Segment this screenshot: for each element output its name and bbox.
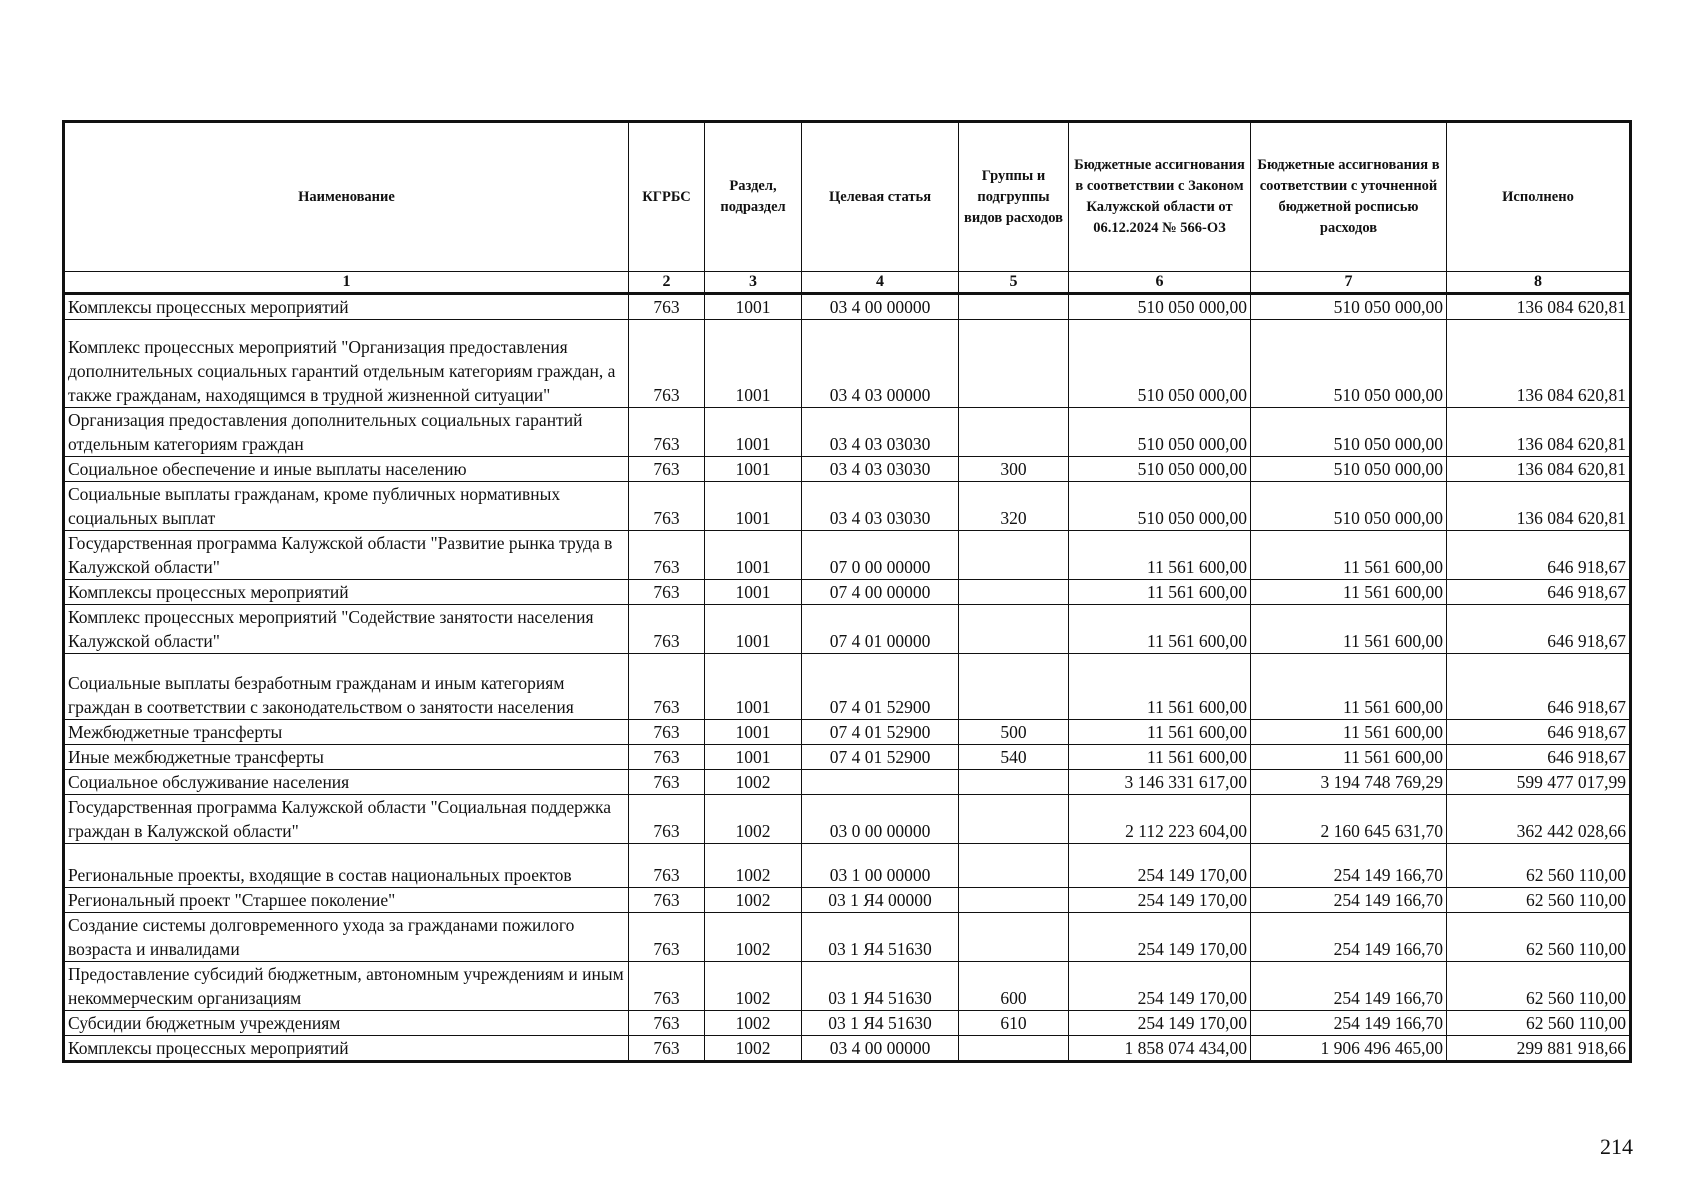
- row-law-allocation: 254 149 170,00: [1069, 888, 1251, 913]
- row-kgrbs: 763: [629, 580, 705, 605]
- row-kgrbs: 763: [629, 770, 705, 795]
- table-row: [64, 844, 1631, 888]
- row-target: 03 1 Я4 00000: [802, 888, 959, 913]
- row-name: Социальное обеспечение и иные выплаты населению: [64, 457, 629, 482]
- row-name: Социальные выплаты гражданам, кроме публичных нормативных социальных выплат: [64, 482, 629, 531]
- row-law-allocation: 11 561 600,00: [1069, 605, 1251, 654]
- table-row: [64, 320, 1631, 408]
- row-kgrbs: 763: [629, 720, 705, 745]
- row-section: 1001: [705, 408, 802, 457]
- row-section: 1001: [705, 720, 802, 745]
- row-law-allocation: 11 561 600,00: [1069, 531, 1251, 580]
- table-row: [64, 745, 1631, 770]
- row-section: 1002: [705, 913, 802, 962]
- row-section: 1001: [705, 457, 802, 482]
- row-group: 500: [959, 720, 1069, 745]
- row-section: 1001: [705, 745, 802, 770]
- row-name: Создание системы долговременного ухода за гражданами пожилого возраста и инвалидами: [64, 913, 629, 962]
- row-plan-allocation: 11 561 600,00: [1251, 745, 1447, 770]
- row-kgrbs: 763: [629, 457, 705, 482]
- row-name: Государственная программа Калужской области "Социальная поддержка граждан в Калужской области": [64, 795, 629, 844]
- header-plan-allocation: Бюджетные ассигнования в соответствии с уточненной бюджетной росписью расходов: [1251, 122, 1447, 272]
- table-row: [64, 770, 1631, 795]
- row-plan-allocation: 510 050 000,00: [1251, 482, 1447, 531]
- header-group: Группы и подгруппы видов расходов: [959, 122, 1069, 272]
- row-executed: 299 881 918,66: [1447, 1036, 1631, 1062]
- row-target: 03 0 00 00000: [802, 795, 959, 844]
- row-kgrbs: 763: [629, 795, 705, 844]
- row-target: 03 4 03 03030: [802, 457, 959, 482]
- table-header: [64, 122, 1631, 294]
- row-law-allocation: 11 561 600,00: [1069, 654, 1251, 720]
- row-plan-allocation: 254 149 166,70: [1251, 1011, 1447, 1036]
- table-row: [64, 654, 1631, 720]
- row-kgrbs: 763: [629, 320, 705, 408]
- row-plan-allocation: 254 149 166,70: [1251, 913, 1447, 962]
- row-plan-allocation: 510 050 000,00: [1251, 294, 1447, 320]
- row-group: 320: [959, 482, 1069, 531]
- row-group: [959, 770, 1069, 795]
- row-group: [959, 320, 1069, 408]
- row-executed: 599 477 017,99: [1447, 770, 1631, 795]
- row-plan-allocation: 510 050 000,00: [1251, 457, 1447, 482]
- row-kgrbs: 763: [629, 482, 705, 531]
- row-target: 03 4 03 00000: [802, 320, 959, 408]
- table-row: [64, 457, 1631, 482]
- table-row: [64, 580, 1631, 605]
- row-name: Комплексы процессных мероприятий: [64, 580, 629, 605]
- row-executed: 136 084 620,81: [1447, 320, 1631, 408]
- row-kgrbs: 763: [629, 605, 705, 654]
- row-plan-allocation: 11 561 600,00: [1251, 531, 1447, 580]
- table-row: [64, 795, 1631, 844]
- table-row: [64, 1036, 1631, 1062]
- row-section: 1001: [705, 482, 802, 531]
- row-executed: 646 918,67: [1447, 605, 1631, 654]
- row-executed: 62 560 110,00: [1447, 1011, 1631, 1036]
- row-plan-allocation: 254 149 166,70: [1251, 844, 1447, 888]
- row-group: [959, 531, 1069, 580]
- row-target: 07 4 01 52900: [802, 654, 959, 720]
- row-name: Субсидии бюджетным учреждениям: [64, 1011, 629, 1036]
- row-target: [802, 770, 959, 795]
- page-number: 214: [1600, 1134, 1633, 1159]
- row-plan-allocation: 11 561 600,00: [1251, 580, 1447, 605]
- row-name: Предоставление субсидий бюджетным, автономным учреждениям и иным некоммерческим организациям: [64, 962, 629, 1011]
- column-number: 6: [1069, 272, 1251, 294]
- row-kgrbs: 763: [629, 962, 705, 1011]
- row-name: Организация предоставления дополнительных социальных гарантий отдельным категориям граждан: [64, 408, 629, 457]
- row-group: [959, 294, 1069, 320]
- row-plan-allocation: 11 561 600,00: [1251, 720, 1447, 745]
- row-law-allocation: 254 149 170,00: [1069, 962, 1251, 1011]
- header-executed: Исполнено: [1447, 122, 1631, 272]
- row-group: 300: [959, 457, 1069, 482]
- table-row: [64, 962, 1631, 1011]
- table-row: [64, 605, 1631, 654]
- row-name: Социальные выплаты безработным гражданам и иным категориям граждан в соответствии с законодательством о занятости населения: [64, 654, 629, 720]
- row-group: [959, 605, 1069, 654]
- row-section: 1001: [705, 531, 802, 580]
- row-executed: 646 918,67: [1447, 720, 1631, 745]
- row-law-allocation: 510 050 000,00: [1069, 482, 1251, 531]
- row-plan-allocation: 510 050 000,00: [1251, 408, 1447, 457]
- row-kgrbs: 763: [629, 531, 705, 580]
- row-name: Иные межбюджетные трансферты: [64, 745, 629, 770]
- row-law-allocation: 11 561 600,00: [1069, 745, 1251, 770]
- row-group: [959, 654, 1069, 720]
- row-target: 07 0 00 00000: [802, 531, 959, 580]
- row-group: [959, 580, 1069, 605]
- row-name: Комплексы процессных мероприятий: [64, 1036, 629, 1062]
- row-executed: 646 918,67: [1447, 531, 1631, 580]
- column-number: 2: [629, 272, 705, 294]
- row-target: 03 1 00 00000: [802, 844, 959, 888]
- row-law-allocation: 2 112 223 604,00: [1069, 795, 1251, 844]
- row-target: 03 4 00 00000: [802, 1036, 959, 1062]
- row-section: 1001: [705, 654, 802, 720]
- row-executed: 136 084 620,81: [1447, 457, 1631, 482]
- row-target: 07 4 01 52900: [802, 745, 959, 770]
- column-number: 4: [802, 272, 959, 294]
- row-kgrbs: 763: [629, 913, 705, 962]
- row-executed: 62 560 110,00: [1447, 913, 1631, 962]
- row-name: Межбюджетные трансферты: [64, 720, 629, 745]
- column-number: 3: [705, 272, 802, 294]
- row-plan-allocation: 11 561 600,00: [1251, 654, 1447, 720]
- row-section: 1001: [705, 320, 802, 408]
- row-group: [959, 888, 1069, 913]
- row-kgrbs: 763: [629, 654, 705, 720]
- row-group: [959, 795, 1069, 844]
- row-executed: 136 084 620,81: [1447, 482, 1631, 531]
- table-row: [64, 1011, 1631, 1036]
- row-target: 03 4 00 00000: [802, 294, 959, 320]
- column-number: 7: [1251, 272, 1447, 294]
- row-group: [959, 844, 1069, 888]
- row-section: 1001: [705, 294, 802, 320]
- table-row: [64, 913, 1631, 962]
- row-law-allocation: 510 050 000,00: [1069, 320, 1251, 408]
- row-name: Комплексы процессных мероприятий: [64, 294, 629, 320]
- table-row: [64, 482, 1631, 531]
- table-row: [64, 531, 1631, 580]
- row-plan-allocation: 2 160 645 631,70: [1251, 795, 1447, 844]
- row-target: 03 1 Я4 51630: [802, 913, 959, 962]
- row-target: 07 4 01 52900: [802, 720, 959, 745]
- row-section: 1002: [705, 962, 802, 1011]
- row-plan-allocation: 254 149 166,70: [1251, 888, 1447, 913]
- row-executed: 62 560 110,00: [1447, 888, 1631, 913]
- row-law-allocation: 254 149 170,00: [1069, 913, 1251, 962]
- row-kgrbs: 763: [629, 745, 705, 770]
- row-name: Региональные проекты, входящие в состав национальных проектов: [64, 844, 629, 888]
- row-name: Комплекс процессных мероприятий "Организация предоставления дополнительных социальных гарантий отдельным категориям граждан, а также гражданам, находящимся в трудной жизненной ситуации": [64, 320, 629, 408]
- row-kgrbs: 763: [629, 294, 705, 320]
- row-group: 540: [959, 745, 1069, 770]
- row-law-allocation: 11 561 600,00: [1069, 720, 1251, 745]
- budget-table: [62, 120, 1632, 1063]
- row-name: Государственная программа Калужской области "Развитие рынка труда в Калужской области": [64, 531, 629, 580]
- row-executed: 136 084 620,81: [1447, 408, 1631, 457]
- row-target: 03 1 Я4 51630: [802, 962, 959, 1011]
- row-executed: 362 442 028,66: [1447, 795, 1631, 844]
- column-number: 1: [64, 272, 629, 294]
- column-number: 8: [1447, 272, 1631, 294]
- header-law-allocation: Бюджетные ассигнования в соответствии с Законом Калужской области от 06.12.2024 № 566-ОЗ: [1069, 122, 1251, 272]
- header-kgrbs: КГРБС: [629, 122, 705, 272]
- table-row: [64, 294, 1631, 320]
- row-executed: 646 918,67: [1447, 654, 1631, 720]
- row-kgrbs: 763: [629, 888, 705, 913]
- row-group: [959, 1036, 1069, 1062]
- row-group: [959, 408, 1069, 457]
- table-body: [64, 294, 1631, 1062]
- row-section: 1001: [705, 580, 802, 605]
- table-row: [64, 888, 1631, 913]
- row-plan-allocation: 254 149 166,70: [1251, 962, 1447, 1011]
- row-section: 1002: [705, 1036, 802, 1062]
- row-executed: 62 560 110,00: [1447, 962, 1631, 1011]
- row-group: 610: [959, 1011, 1069, 1036]
- row-kgrbs: 763: [629, 844, 705, 888]
- row-group: 600: [959, 962, 1069, 1011]
- header-name: Наименование: [64, 122, 629, 272]
- row-section: 1002: [705, 1011, 802, 1036]
- row-plan-allocation: 11 561 600,00: [1251, 605, 1447, 654]
- row-name: Региональный проект "Старшее поколение": [64, 888, 629, 913]
- row-executed: 62 560 110,00: [1447, 844, 1631, 888]
- row-plan-allocation: 510 050 000,00: [1251, 320, 1447, 408]
- column-number-row: [64, 272, 1631, 294]
- row-section: 1002: [705, 844, 802, 888]
- row-law-allocation: 3 146 331 617,00: [1069, 770, 1251, 795]
- header-section: Раздел, подраздел: [705, 122, 802, 272]
- row-section: 1001: [705, 605, 802, 654]
- row-kgrbs: 763: [629, 1011, 705, 1036]
- row-law-allocation: 254 149 170,00: [1069, 844, 1251, 888]
- row-law-allocation: 510 050 000,00: [1069, 294, 1251, 320]
- row-plan-allocation: 1 906 496 465,00: [1251, 1036, 1447, 1062]
- row-kgrbs: 763: [629, 1036, 705, 1062]
- row-law-allocation: 11 561 600,00: [1069, 580, 1251, 605]
- row-kgrbs: 763: [629, 408, 705, 457]
- row-law-allocation: 510 050 000,00: [1069, 408, 1251, 457]
- table-row: [64, 720, 1631, 745]
- row-executed: 646 918,67: [1447, 745, 1631, 770]
- row-target: 03 4 03 03030: [802, 482, 959, 531]
- row-target: 03 1 Я4 51630: [802, 1011, 959, 1036]
- header-target: Целевая статья: [802, 122, 959, 272]
- row-law-allocation: 510 050 000,00: [1069, 457, 1251, 482]
- row-target: 03 4 03 03030: [802, 408, 959, 457]
- row-executed: 136 084 620,81: [1447, 294, 1631, 320]
- row-name: Социальное обслуживание населения: [64, 770, 629, 795]
- row-executed: 646 918,67: [1447, 580, 1631, 605]
- table-row: [64, 408, 1631, 457]
- row-section: 1002: [705, 888, 802, 913]
- row-section: 1002: [705, 770, 802, 795]
- row-section: 1002: [705, 795, 802, 844]
- row-group: [959, 913, 1069, 962]
- row-law-allocation: 1 858 074 434,00: [1069, 1036, 1251, 1062]
- row-law-allocation: 254 149 170,00: [1069, 1011, 1251, 1036]
- row-plan-allocation: 3 194 748 769,29: [1251, 770, 1447, 795]
- row-target: 07 4 00 00000: [802, 580, 959, 605]
- row-name: Комплекс процессных мероприятий "Содействие занятости населения Калужской области": [64, 605, 629, 654]
- row-target: 07 4 01 00000: [802, 605, 959, 654]
- column-number: 5: [959, 272, 1069, 294]
